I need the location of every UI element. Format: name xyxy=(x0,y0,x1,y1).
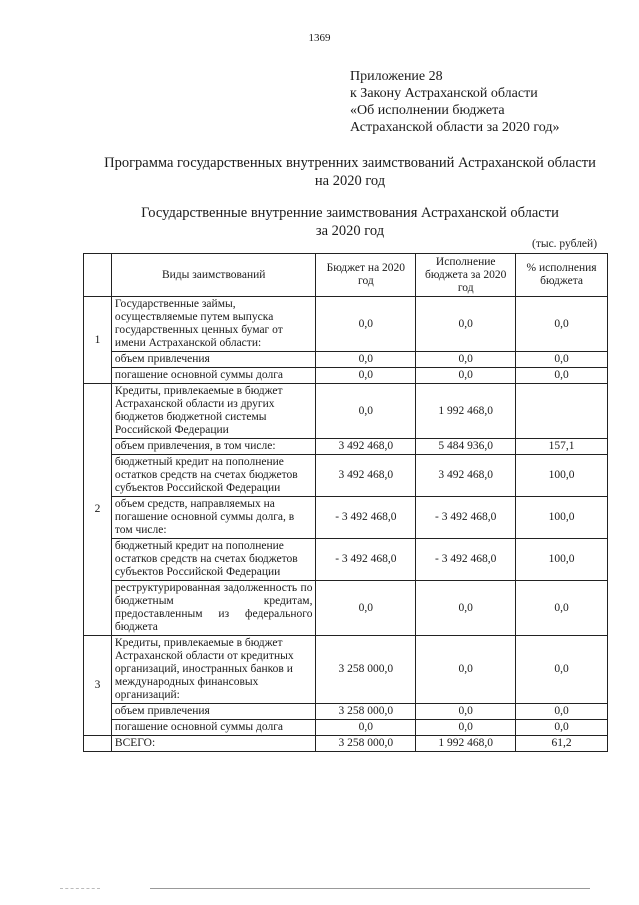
row-index: 1 xyxy=(84,297,112,384)
row-budget: 3 492 468,0 xyxy=(316,439,416,455)
row-name: погашение основной суммы долга xyxy=(111,720,316,736)
row-budget: 3 492 468,0 xyxy=(316,455,416,497)
footer-divider xyxy=(60,888,100,889)
row-name: Кредиты, привлекаемые в бюджет Астраханской области от кредитных организаций, иностранных банков и международных финансовых организаций: xyxy=(111,636,316,704)
row-execution: 0,0 xyxy=(416,368,516,384)
row-execution: 5 484 936,0 xyxy=(416,439,516,455)
row-budget: - 3 492 468,0 xyxy=(316,497,416,539)
total-budget: 3 258 000,0 xyxy=(316,736,416,752)
row-name: реструктурированная задолженность по бюджетным кредитам, предоставленным из федерального бюджета xyxy=(111,581,316,636)
row-percent: 100,0 xyxy=(516,539,608,581)
table-row xyxy=(84,297,608,352)
total-percent: 61,2 xyxy=(516,736,608,752)
row-budget: 3 258 000,0 xyxy=(316,636,416,704)
appendix-line: Приложение 28 xyxy=(350,69,443,84)
table-row xyxy=(84,704,608,720)
row-budget: - 3 492 468,0 xyxy=(316,539,416,581)
row-percent: 157,1 xyxy=(516,439,608,455)
row-name: объем средств, направляемых на погашение основной суммы долга, в том числе: xyxy=(111,497,316,539)
row-execution: 3 492 468,0 xyxy=(416,455,516,497)
row-execution: 1 992 468,0 xyxy=(416,384,516,439)
row-execution: 0,0 xyxy=(416,720,516,736)
row-name: Кредиты, привлекаемые в бюджет Астраханской области из других бюджетов бюджетной системы Российской Федерации xyxy=(111,384,316,439)
row-name: бюджетный кредит на пополнение остатков средств на счетах бюджетов субъектов Российской Федерации xyxy=(111,455,316,497)
appendix-line: к Закону Астраханской области xyxy=(350,86,538,101)
header-types: Виды заимствований xyxy=(111,254,316,297)
row-execution: - 3 492 468,0 xyxy=(416,539,516,581)
row-percent: 0,0 xyxy=(516,352,608,368)
row-budget: 0,0 xyxy=(316,297,416,352)
row-execution: 0,0 xyxy=(416,636,516,704)
row-execution: 0,0 xyxy=(416,352,516,368)
row-percent: 100,0 xyxy=(516,455,608,497)
row-percent: 100,0 xyxy=(516,497,608,539)
table-row xyxy=(84,636,608,704)
row-name: бюджетный кредит на пополнение остатков средств на счетах бюджетов субъектов Российской Федерации xyxy=(111,539,316,581)
row-name: объем привлечения, в том числе: xyxy=(111,439,316,455)
row-name: объем привлечения xyxy=(111,704,316,720)
appendix-line: Астраханской области за 2020 год» xyxy=(350,120,560,135)
table-row xyxy=(84,455,608,497)
total-name: ВСЕГО: xyxy=(111,736,316,752)
appendix-line: «Об исполнении бюджета xyxy=(350,103,505,118)
row-execution: 0,0 xyxy=(416,581,516,636)
appendix-heading xyxy=(350,68,559,136)
row-percent: 0,0 xyxy=(516,704,608,720)
row-budget: 3 258 000,0 xyxy=(316,704,416,720)
row-name: погашение основной суммы долга xyxy=(111,368,316,384)
header-budget: Бюджет на 2020 год xyxy=(316,254,416,297)
table-title-line: Государственные внутренние заимствования Астраханской области xyxy=(141,205,559,221)
footer-divider xyxy=(150,888,590,889)
table-header-row xyxy=(84,254,608,297)
total-execution: 1 992 468,0 xyxy=(416,736,516,752)
row-name: объем привлечения xyxy=(111,352,316,368)
table-row xyxy=(84,720,608,736)
header-percent: % исполнения бюджета xyxy=(516,254,608,297)
table-title-line: за 2020 год xyxy=(315,223,385,239)
units-label: (тыс. рублей) xyxy=(532,238,598,250)
row-index: 3 xyxy=(84,636,112,736)
header-execution: Исполнение бюджета за 2020 год xyxy=(416,254,516,297)
row-percent: 0,0 xyxy=(516,581,608,636)
row-index: 2 xyxy=(84,384,112,636)
total-index xyxy=(84,736,112,752)
page-number: 1369 xyxy=(308,32,331,44)
table-row xyxy=(84,352,608,368)
table-row xyxy=(84,581,608,636)
row-percent xyxy=(516,384,608,439)
row-budget: 0,0 xyxy=(316,368,416,384)
row-budget: 0,0 xyxy=(316,384,416,439)
table-row xyxy=(84,384,608,439)
table-row xyxy=(84,368,608,384)
total-row xyxy=(84,736,608,752)
header-index xyxy=(84,254,112,297)
row-percent: 0,0 xyxy=(516,720,608,736)
table-title xyxy=(60,204,639,240)
table-row xyxy=(84,497,608,539)
row-budget: 0,0 xyxy=(316,720,416,736)
table-row xyxy=(84,439,608,455)
row-percent: 0,0 xyxy=(516,368,608,384)
row-execution: 0,0 xyxy=(416,297,516,352)
row-budget: 0,0 xyxy=(316,352,416,368)
row-budget: 0,0 xyxy=(316,581,416,636)
row-execution: 0,0 xyxy=(416,704,516,720)
row-execution: - 3 492 468,0 xyxy=(416,497,516,539)
borrowings-table xyxy=(83,253,608,752)
program-title-line: на 2020 год xyxy=(314,173,386,189)
row-percent: 0,0 xyxy=(516,636,608,704)
program-title xyxy=(60,154,639,190)
table-row xyxy=(84,539,608,581)
row-name: Государственные займы, осуществляемые путем выпуска государственных ценных бумаг от имени Астраханской области: xyxy=(111,297,316,352)
row-percent: 0,0 xyxy=(516,297,608,352)
program-title-line: Программа государственных внутренних заимствований Астраханской области xyxy=(104,155,596,171)
